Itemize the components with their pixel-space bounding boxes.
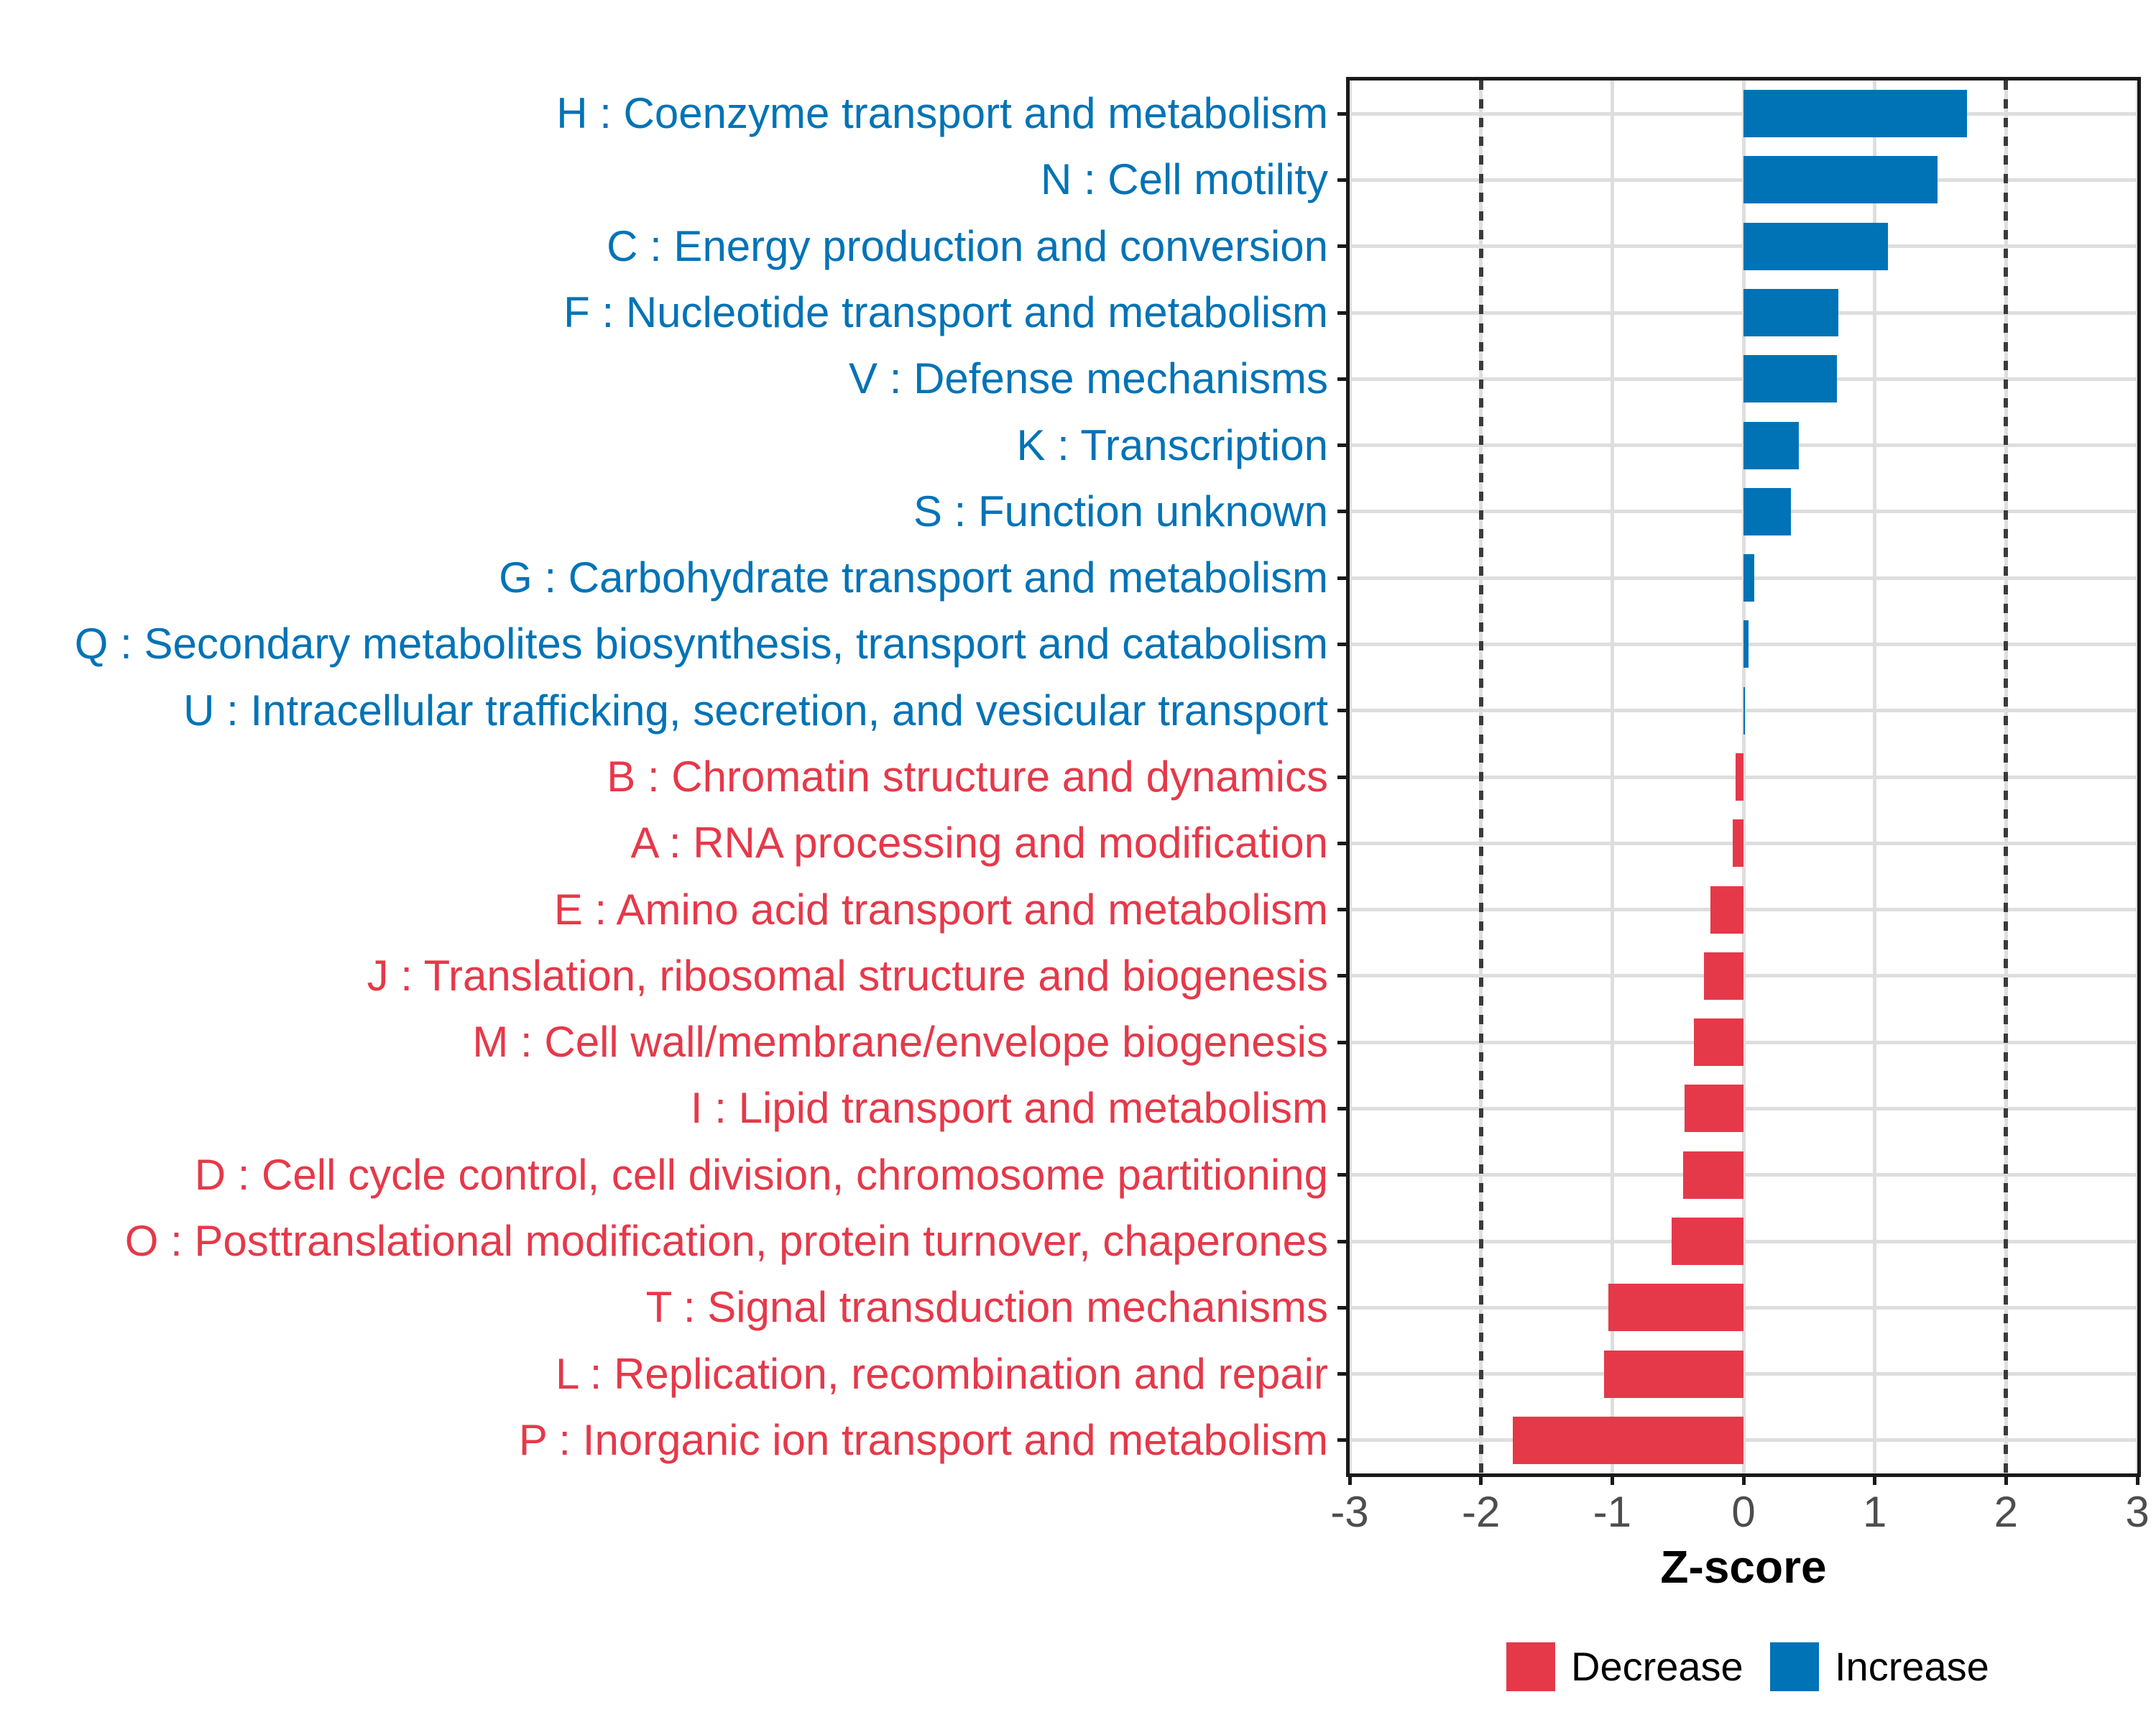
y-tick-U xyxy=(1337,709,1350,712)
category-label-C: C : Energy production and conversion xyxy=(607,221,1328,270)
x-tick--2 xyxy=(1479,1473,1483,1485)
y-tick-C xyxy=(1337,244,1350,248)
category-label-Q: Q : Secondary metabolites biosynthesis, transport and catabolism xyxy=(74,620,1328,668)
bar-Q xyxy=(1743,620,1749,668)
legend-swatch-decrease xyxy=(1506,1642,1555,1691)
category-label-E: E : Amino acid transport and metabolism xyxy=(553,885,1328,934)
category-label-U: U : Intracellular trafficking, secretion, and vesicular transport xyxy=(183,686,1328,735)
plot-panel xyxy=(1350,80,2137,1473)
y-tick-Q xyxy=(1337,643,1350,646)
bar-T xyxy=(1608,1284,1743,1331)
y-tick-G xyxy=(1337,576,1350,580)
x-tick-label-3: 3 xyxy=(2125,1488,2150,1536)
category-label-H: H : Coenzyme transport and metabolism xyxy=(556,89,1328,138)
x-tick-label-1: 1 xyxy=(1862,1488,1887,1536)
x-tick-1 xyxy=(1873,1473,1876,1485)
y-tick-M xyxy=(1337,1041,1350,1044)
y-tick-V xyxy=(1337,377,1350,381)
x-tick-label--3: -3 xyxy=(1330,1488,1369,1536)
legend-label-decrease: Decrease xyxy=(1571,1644,1743,1689)
bar-V xyxy=(1743,355,1837,402)
x-tick-label-0: 0 xyxy=(1731,1488,1756,1536)
bar-B xyxy=(1736,753,1743,801)
gridline-x-3 xyxy=(2136,80,2139,1473)
bar-J xyxy=(1704,952,1743,1000)
y-tick-H xyxy=(1337,112,1350,116)
x-tick-label-2: 2 xyxy=(1994,1488,2019,1536)
bar-A xyxy=(1733,819,1743,867)
y-tick-I xyxy=(1337,1107,1350,1110)
category-label-M: M : Cell wall/membrane/envelope biogenesis xyxy=(472,1018,1328,1067)
category-label-F: F : Nucleotide transport and metabolism xyxy=(563,288,1328,336)
y-tick-P xyxy=(1337,1438,1350,1442)
bar-O xyxy=(1672,1218,1743,1265)
y-tick-D xyxy=(1337,1173,1350,1177)
x-tick-0 xyxy=(1742,1473,1746,1485)
x-tick-label--2: -2 xyxy=(1461,1488,1501,1536)
y-tick-N xyxy=(1337,178,1350,182)
y-tick-O xyxy=(1337,1240,1350,1243)
category-label-I: I : Lipid transport and metabolism xyxy=(690,1084,1328,1133)
category-label-S: S : Function unknown xyxy=(913,487,1328,535)
category-label-O: O : Posttranslational modification, protein turnover, chaperones xyxy=(124,1217,1328,1265)
x-tick--1 xyxy=(1611,1473,1614,1485)
category-label-T: T : Signal transduction mechanisms xyxy=(645,1283,1328,1332)
bar-U xyxy=(1743,687,1745,735)
legend-label-increase: Increase xyxy=(1835,1644,1989,1689)
bar-D xyxy=(1683,1151,1743,1199)
category-label-L: L : Replication, recombination and repair xyxy=(555,1349,1328,1398)
y-tick-L xyxy=(1337,1372,1350,1376)
category-label-G: G : Carbohydrate transport and metabolism xyxy=(499,553,1328,602)
category-label-P: P : Inorganic ion transport and metabolism xyxy=(518,1415,1328,1464)
category-label-K: K : Transcription xyxy=(1016,420,1328,469)
y-tick-J xyxy=(1337,974,1350,978)
category-label-B: B : Chromatin structure and dynamics xyxy=(607,753,1328,801)
y-tick-S xyxy=(1337,510,1350,513)
y-tick-B xyxy=(1337,776,1350,779)
x-tick--3 xyxy=(1348,1473,1352,1485)
bar-E xyxy=(1710,886,1743,934)
y-tick-A xyxy=(1337,842,1350,845)
bar-I xyxy=(1685,1085,1743,1132)
y-tick-K xyxy=(1337,443,1350,447)
x-axis-title: Z-score xyxy=(1660,1541,1827,1593)
bar-N xyxy=(1743,156,1938,203)
bar-H xyxy=(1743,90,1967,137)
reference-line-2 xyxy=(2004,80,2008,1473)
bar-L xyxy=(1604,1351,1743,1398)
bar-K xyxy=(1743,422,1799,469)
bar-P xyxy=(1513,1417,1743,1464)
category-label-N: N : Cell motility xyxy=(1040,155,1328,204)
bar-C xyxy=(1743,223,1888,270)
legend-swatch-increase xyxy=(1770,1642,1819,1691)
x-tick-label--1: -1 xyxy=(1593,1488,1631,1536)
category-label-V: V : Defense mechanisms xyxy=(849,354,1328,403)
reference-line--2 xyxy=(1479,80,1483,1473)
category-label-A: A : RNA processing and modification xyxy=(630,819,1328,868)
bar-G xyxy=(1743,554,1754,602)
category-label-J: J : Translation, ribosomal structure and biogenesis xyxy=(367,951,1328,1000)
x-tick-3 xyxy=(2136,1473,2139,1485)
bar-F xyxy=(1743,289,1838,336)
category-label-D: D : Cell cycle control, cell division, chromosome partitioning xyxy=(194,1150,1328,1199)
bar-S xyxy=(1743,488,1791,535)
y-tick-T xyxy=(1337,1306,1350,1310)
x-tick-2 xyxy=(2004,1473,2008,1485)
bar-M xyxy=(1694,1018,1743,1066)
gridline-x-1 xyxy=(1873,80,1876,1473)
gridline-x--1 xyxy=(1611,80,1614,1473)
y-tick-F xyxy=(1337,311,1350,315)
y-tick-E xyxy=(1337,908,1350,911)
